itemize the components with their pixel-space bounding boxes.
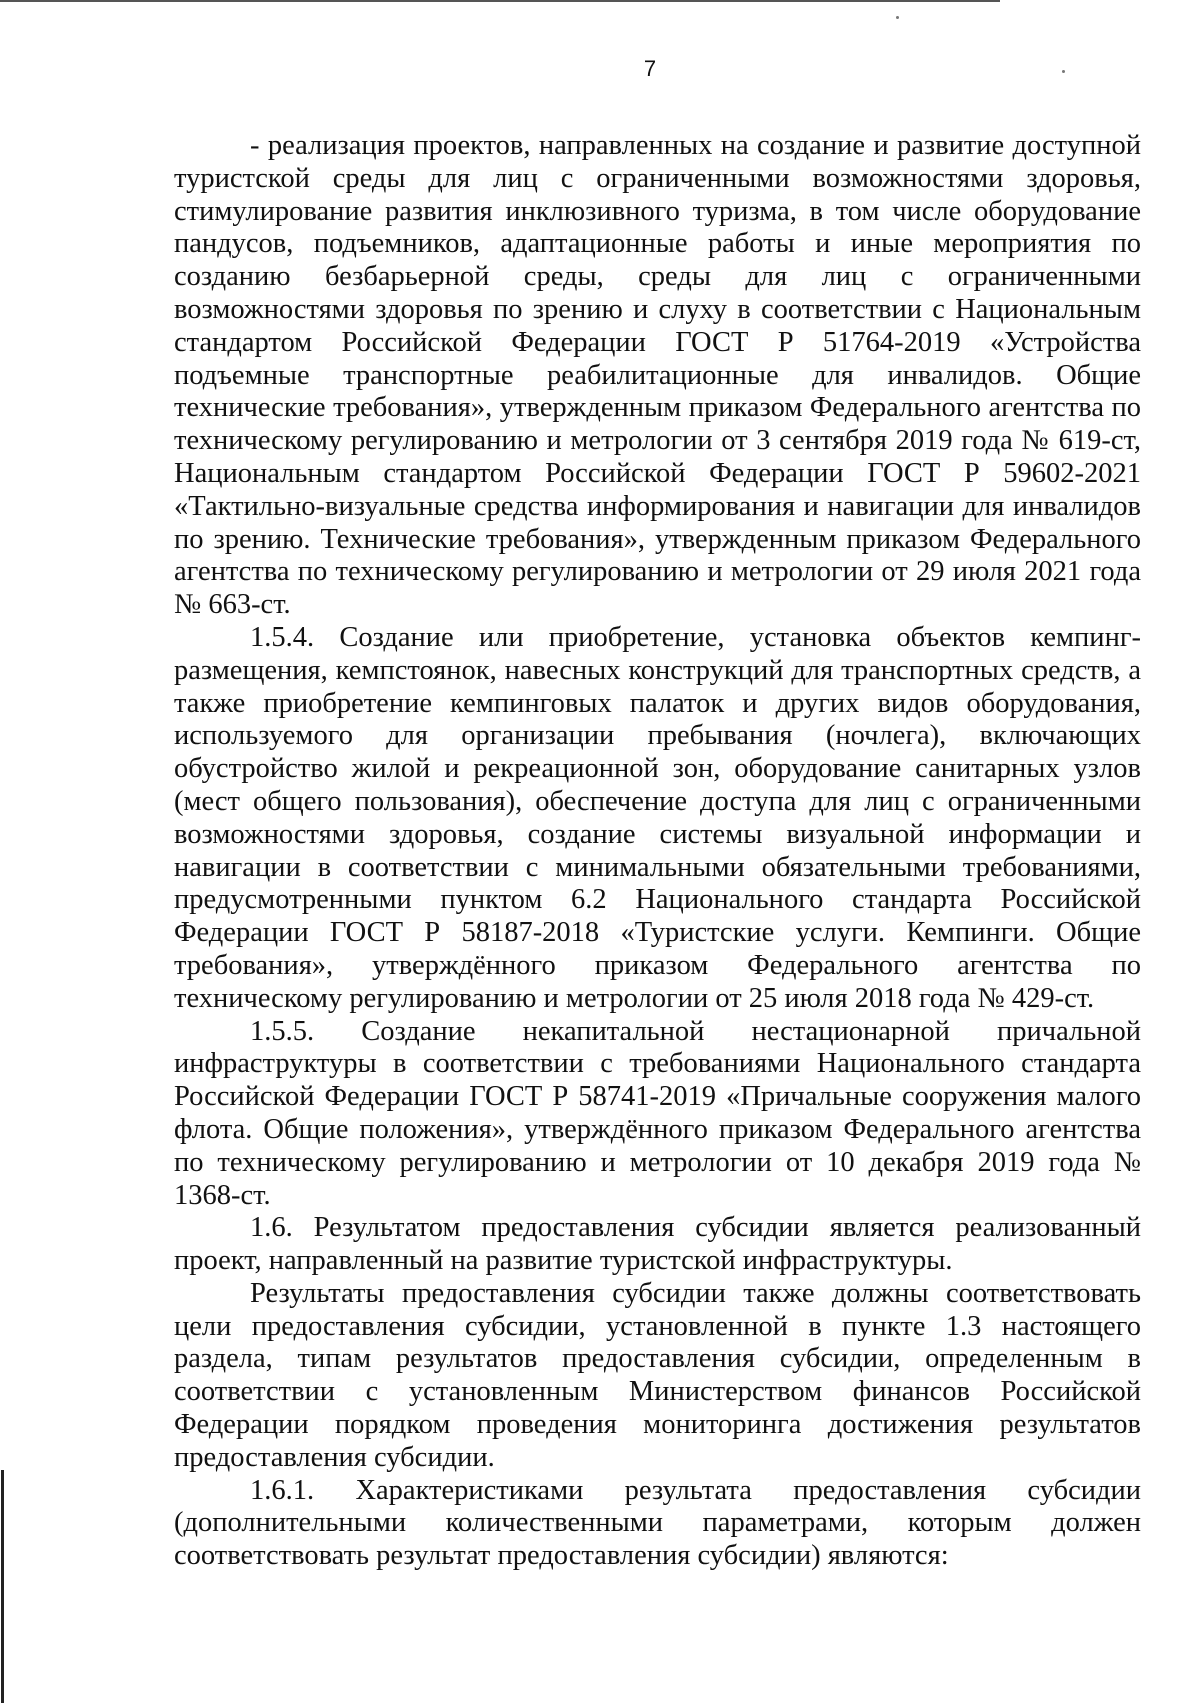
scan-speck [896, 16, 899, 19]
paragraph-accessible-tourism: - реализация проектов, направленных на создание и развитие доступной туристской среды для лиц с ограниченными возможностями здоровья, стимулирование развития инклюзивного туризма, в том числе оборудование пандусов, подъемников, адаптационные работы и иные мероприятия по созданию безбарьерной среды, среды для лиц с ограниченными возможностями здоровья по зрению и слуху в соответствии с Национальным стандартом Российской Федерации ГОСТ Р 51764-2019 «Устройства подъемные транспортные реабилитационные для инвалидов. Общие технические требования», утвержденным приказом Федерального агентства по техническому регулированию и метрологии от 3 сентября 2019 года № 619-ст, Национальным стандартом Российской Федерации ГОСТ Р 59602-2021 «Тактильно-визуальные средства информирования и навигации для инвалидов по зрению. Технические требования», утвержденным приказом Федерального агентства по техническому регулированию и метрологии от 29 июля 2021 года № 663-ст. [174, 130, 1141, 621]
scan-border-top [0, 0, 1000, 2]
paragraph-results: Результаты предоставления субсидии также должны соответствовать цели предоставления субсидии, установленной в пункте 1.3 настоящего раздела, типам результатов предоставления субсидии, определенным в соответствии с установленным Министерством финансов Российской Федерации порядком проведения мониторинга достижения результатов предоставления субсидии. [174, 1277, 1141, 1473]
paragraph-1-5-5: 1.5.5. Создание некапитальной нестационарной причальной инфраструктуры в соответствии с требованиями Национального стандарта Российской Федерации ГОСТ Р 58741-2019 «Причальные сооружения малого флота. Общие положения», утверждённого приказом Федерального агентства по техническому регулированию и метрологии от 10 декабря 2019 года № 1368-ст. [174, 1015, 1141, 1211]
scan-border-left [1, 1470, 4, 1703]
paragraph-1-6: 1.6. Результатом предоставления субсидии является реализованный проект, направленный на развитие туристской инфраструктуры. [174, 1212, 1141, 1277]
paragraph-1-5-4: 1.5.4. Создание или приобретение, установка объектов кемпинг-размещения, кемпстоянок, навесных конструкций для транспортных средств, а также приобретение кемпинговых палаток и других видов оборудования, используемого для организации пребывания (ночлега), включающих обустройство жилой и рекреационной зон, оборудование санитарных узлов (мест общего пользования), обеспечение доступа для лиц с ограниченными возможностями здоровья, создание системы визуальной информации и навигации в соответствии с минимальными обязательными требованиями, предусмотренными пунктом 6.2 Национального стандарта Российской Федерации ГОСТ Р 58187-2018 «Туристские услуги. Кемпинги. Общие требования», утверждённого приказом Федерального агентства по техническому регулированию и метрологии от 25 июля 2018 года № 429-ст. [174, 621, 1141, 1014]
paragraph-1-6-1: 1.6.1. Характеристиками результата предоставления субсидии (дополнительными количественными параметрами, которым должен соответствовать результат предоставления субсидии) являются: [174, 1474, 1141, 1572]
page-number: 7 [643, 56, 657, 81]
document-body [174, 130, 1141, 1573]
